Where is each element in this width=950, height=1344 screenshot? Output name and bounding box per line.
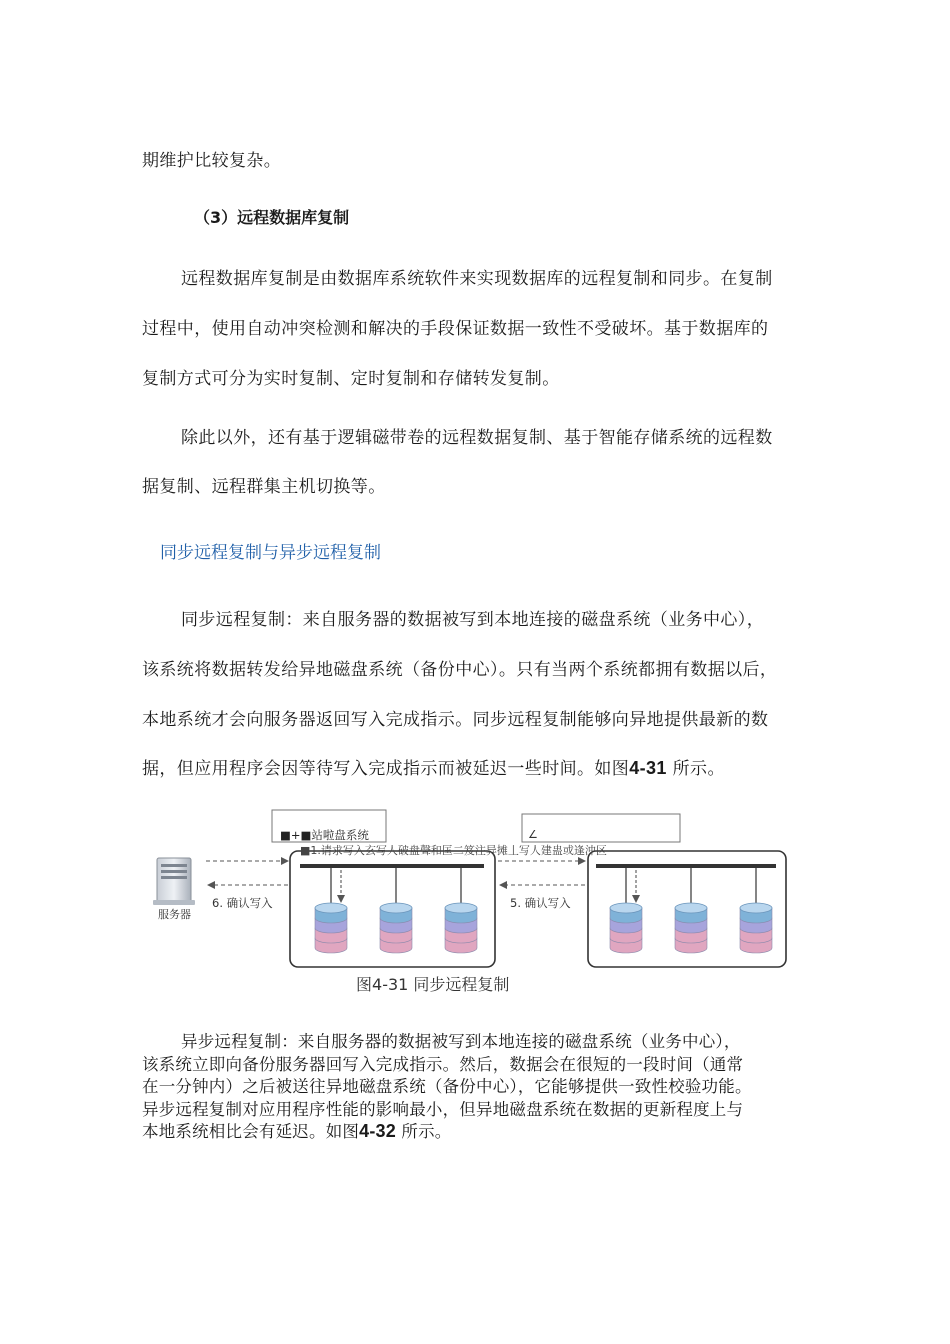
paragraph-2-line-1: 除此以外，还有基于逻辑磁带卷的远程数据复制、基于智能存储系统的远程数 xyxy=(181,428,773,448)
server-label: 服务器 xyxy=(158,908,191,921)
paragraph-4-line-5-text: 本地系统相比会有延迟。如图 xyxy=(142,1122,360,1141)
paragraph-3-line-1: 同步远程复制：来自服务器的数据被写到本地连接的磁盘系统（业务中心）， xyxy=(181,610,765,630)
disk-stack-icon xyxy=(315,903,347,953)
disk-stack-icon xyxy=(380,903,412,953)
paragraph-4-line-5 xyxy=(142,1120,451,1143)
paragraph-2-line-2: 据复制、远程群集主机切换等。 xyxy=(142,477,386,497)
disk-stack-icon xyxy=(675,903,707,953)
paragraph-4-line-3: 在一分钟内）之后被送往异地磁盘系统（备份中心），它能够提供一致性校验功能。 xyxy=(142,1077,752,1096)
section-heading-sync-async: 同步远程复制与异步远程复制 xyxy=(160,543,381,563)
paragraph-1-line-2: 过程中，使用自动冲突检测和解决的手段保证数据一致性不受破坏。基于数据库的 xyxy=(142,319,769,339)
paragraph-3-line-2: 该系统将数据转发给异地磁盘系统（备份中心）。只有当两个系统都拥有数据以后， xyxy=(142,660,778,680)
paragraph-3-line-3: 本地系统才会向服务器返回写入完成指示。同步远程复制能够向异地提供最新的数 xyxy=(142,710,769,730)
disk-stack-icon xyxy=(610,903,642,953)
paragraph-3-line-4-tail: 所示。 xyxy=(666,759,725,779)
figure-sync-replication-diagram xyxy=(140,808,820,970)
paragraph-0-line-1: 期维护比较复杂。 xyxy=(142,151,282,171)
figure-ref-4-32: 4-32 xyxy=(359,1121,396,1141)
section-title-remote-db-replication: （3）远程数据库复制 xyxy=(194,208,350,227)
paragraph-1-line-1: 远程数据库复制是由数据库系统软件来实现数据库的远程复制和同步。在复制 xyxy=(181,269,773,289)
caption-number: 4-31 xyxy=(372,975,409,994)
local-disk-system-label: ■+■站啦盘系统 xyxy=(280,828,369,842)
figure-ref-4-31: 4-31 xyxy=(629,758,667,778)
disk-stack-icon xyxy=(740,903,772,953)
disk-stacks xyxy=(315,903,772,953)
remote-disk-system-label-box xyxy=(522,814,680,842)
paragraph-1-line-3: 复制方式可分为实时复制、定时复制和存储转发复制。 xyxy=(142,369,560,389)
paragraph-3-line-4 xyxy=(142,754,725,779)
step-6-ack-label: 6. 确认写入 xyxy=(212,896,273,910)
paragraph-4-line-5-tail: 所示。 xyxy=(395,1122,452,1141)
server-icon xyxy=(153,858,195,905)
disk-stack-icon xyxy=(445,903,477,953)
paragraph-4-line-4: 异步远程复制对应用程序性能的影响最小，但异地磁盘系统在数据的更新程度上与 xyxy=(142,1100,744,1119)
remote-disk-system-label: ∠ xyxy=(528,828,538,841)
paragraph-3-line-4-text: 据，但应用程序会因等待写入完成指示而被延迟一些时间。如图 xyxy=(142,759,630,779)
figure-caption xyxy=(356,972,509,995)
paragraph-4-line-2: 该系统立即向备份服务器回写入完成指示。然后，数据会在很短的一段时间（通常 xyxy=(142,1055,744,1074)
step-1-write-request-label: ■1.请求写入玄写人破盘聲和匡二笈注异摊丄写人建蛊或逢沖区 xyxy=(300,844,607,857)
caption-prefix: 图 xyxy=(356,975,373,994)
caption-text: 同步远程复制 xyxy=(413,975,510,994)
step-5-ack-label: 5. 确认写入 xyxy=(510,896,571,910)
paragraph-4-line-1: 异步远程复制：来自服务器的数据被写到本地连接的磁盘系统（业务中心）， xyxy=(181,1032,741,1051)
